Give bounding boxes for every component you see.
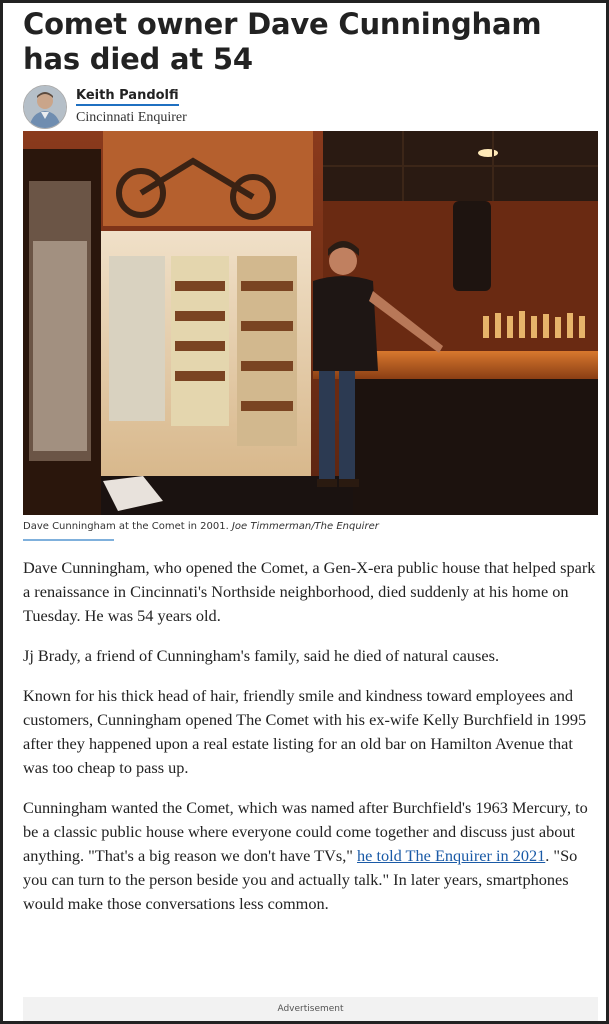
byline — [23, 85, 598, 131]
paragraph-1: Dave Cunningham, who opened the Comet, a Gen-X-era public house that helped spark a renaissance in Cincinnati's Northside neighborhood, died suddenly at his home on Tuesday. He was 54 years old. — [23, 558, 596, 625]
caption-divider — [23, 539, 114, 541]
photo-caption — [23, 521, 598, 532]
paragraph-2: Jj Brady, a friend of Cunningham's family, said he died of natural causes. — [23, 646, 500, 665]
caption-text: Dave Cunningham at the Comet in 2001. — [23, 521, 229, 532]
paragraph-4-text-start: Cunningham wanted the Comet, which was named after Burchfield's 1963 Mercury, to be a classic public house where everyone could come together and discuss just about anything. "That's a big reason we don't have TVs," — [23, 798, 588, 865]
outlet-name: Cincinnati Enquirer — [76, 110, 187, 125]
headline: Comet owner Dave Cunningham has died at 54 — [23, 7, 542, 76]
bar-photo-image — [23, 131, 598, 515]
author-avatar[interactable] — [23, 85, 67, 129]
author-link[interactable]: Keith Pandolfi — [76, 88, 179, 106]
paragraph-4-text-end: . "So you can turn to the person beside you and actually talk." In later years, smartphones would make those conversations less common. — [23, 846, 578, 913]
article-body — [23, 556, 598, 916]
advertisement-label: Advertisement — [277, 1004, 344, 1014]
article-photo[interactable] — [23, 131, 598, 515]
advertisement-slot — [23, 997, 598, 1024]
article-container — [23, 3, 598, 932]
enquirer-2021-link[interactable]: he told The Enquirer in 2021 — [357, 846, 546, 865]
paragraph-3: Known for his thick head of hair, friendly smile and kindness toward employees and customers, Cunningham opened The Comet with his ex-wife Kelly Burchfield in 1995 after they happened upon a real estate listing for an old bar on Hamilton Avenue that was too cheap to pass up. — [23, 686, 587, 777]
photo-credit: Joe Timmerman/The Enquirer — [231, 521, 379, 532]
paragraph-4 — [23, 796, 598, 916]
